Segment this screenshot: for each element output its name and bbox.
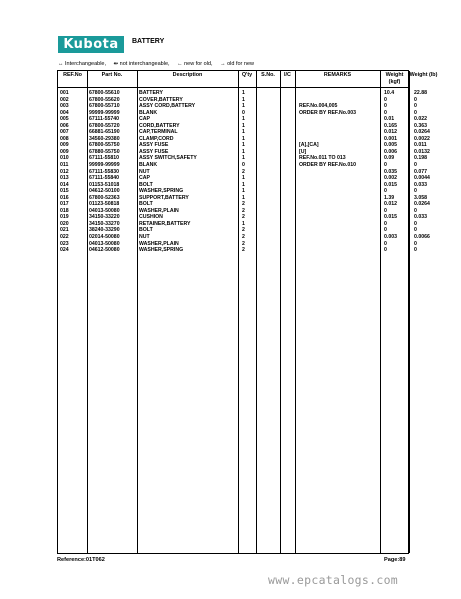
cell-qty: 1	[242, 142, 245, 149]
cell-part-no: 67800-55750	[89, 142, 120, 149]
cell-ref: 001	[60, 90, 69, 96]
cell-weight-kg: 0.01	[384, 116, 395, 123]
header-weight-lb: Weight (lb)	[409, 72, 438, 78]
page-title: BATTERY	[132, 38, 165, 45]
cell-ref: 009	[60, 142, 69, 149]
kubota-logo: Kubota	[58, 36, 124, 53]
cell-qty: 1	[242, 96, 245, 103]
cell-ref: 014	[60, 181, 69, 188]
cell-description: BOLT	[139, 227, 153, 234]
cell-remarks: REF.No.004,005	[299, 103, 338, 110]
cell-qty: 0	[242, 109, 245, 116]
cell-weight-lb: 0.198	[414, 155, 427, 162]
cell-description: BATTERY	[139, 90, 163, 96]
cell-weight-kg: 0.002	[384, 175, 397, 182]
legend-interchangeable: ↔ Interchangeable,	[58, 61, 107, 67]
cell-weight-kg: 0	[384, 227, 387, 234]
cell-part-no: 67111-55830	[89, 168, 120, 175]
cell-ref: 019	[60, 214, 69, 221]
cell-qty: 1	[242, 135, 245, 142]
cell-qty: 2	[242, 201, 245, 208]
cell-description: WASHER,SPRING	[139, 188, 184, 195]
cell-weight-lb: 0.363	[414, 122, 427, 129]
cell-weight-lb: 0.0264	[414, 129, 430, 136]
cell-ref: 012	[60, 168, 69, 175]
header-sno: S.No.	[261, 72, 275, 78]
cell-part-no: 66881-65190	[89, 129, 120, 136]
cell-ref: 024	[60, 247, 69, 254]
cell-weight-lb: 0	[414, 220, 417, 227]
cell-part-no: 67800-55710	[89, 103, 120, 110]
cell-weight-kg: 0	[384, 188, 387, 195]
cell-qty: 1	[242, 90, 245, 96]
cell-weight-kg: 0.035	[384, 168, 397, 175]
cell-description: RETAINER,BATTERY	[139, 220, 191, 227]
legend-old-for-new: → old for new	[220, 61, 254, 67]
cell-part-no: 99999-99999	[89, 109, 120, 116]
cell-description: WASHER,SPRING	[139, 247, 184, 254]
cell-ref: 018	[60, 207, 69, 214]
cell-qty: 2	[242, 214, 245, 221]
cell-qty: 1	[242, 181, 245, 188]
cell-weight-kg: 0.09	[384, 155, 395, 162]
cell-description: BLANK	[139, 162, 158, 169]
cell-description: NUT	[139, 234, 150, 241]
cell-part-no: 67111-55740	[89, 116, 120, 123]
cell-description: NUT	[139, 168, 150, 175]
cell-weight-kg: 0	[384, 103, 387, 110]
parts-table	[57, 70, 438, 554]
cell-part-no: 34560-29380	[89, 135, 120, 142]
cell-weight-lb: 0.0066	[414, 234, 430, 241]
cell-qty: 1	[242, 103, 245, 110]
cell-weight-lb: 0.0132	[414, 148, 430, 155]
cell-qty: 1	[242, 148, 245, 155]
cell-qty: 1	[242, 194, 245, 201]
cell-part-no: 38240-33290	[89, 227, 120, 234]
cell-weight-lb: 0.0022	[414, 135, 430, 142]
cell-description: CORD,BATTERY	[139, 122, 180, 129]
cell-description: ASSY FUSE	[139, 142, 169, 149]
cell-part-no: 99999-99999	[89, 162, 120, 169]
cell-weight-lb: 0	[414, 96, 417, 103]
cell-qty: 1	[242, 220, 245, 227]
cell-qty: 1	[242, 155, 245, 162]
cell-qty: 2	[242, 234, 245, 241]
cell-description: WASHER,PLAIN	[139, 240, 179, 247]
cell-weight-kg: 0	[384, 207, 387, 214]
cell-weight-lb: 0.0264	[414, 201, 430, 208]
cell-qty: 2	[242, 240, 245, 247]
watermark: www.epcatalogs.com	[268, 573, 399, 587]
cell-weight-kg: 10.4	[384, 90, 395, 96]
header-ic: I/C	[284, 72, 291, 78]
col-divider	[409, 71, 410, 553]
cell-weight-kg: 0	[384, 96, 387, 103]
cell-description: SUPPORT,BATTERY	[139, 194, 189, 201]
cell-ref: 011	[60, 162, 69, 169]
cell-weight-lb: 0	[414, 240, 417, 247]
cell-qty: 2	[242, 168, 245, 175]
header-ref: REF.No	[63, 72, 82, 78]
cell-part-no: 67111-55840	[89, 175, 120, 182]
cell-weight-kg: 0.006	[384, 148, 397, 155]
cell-weight-kg: 0.005	[384, 142, 397, 149]
cell-ref: 015	[60, 188, 69, 195]
cell-ref: 007	[60, 129, 69, 136]
cell-part-no: 67800-52363	[89, 194, 120, 201]
cell-description: BLANK	[139, 109, 158, 116]
cell-weight-kg: 0	[384, 220, 387, 227]
cell-weight-lb: 0	[414, 207, 417, 214]
cell-weight-lb: 0.033	[414, 181, 427, 188]
cell-ref: 017	[60, 201, 69, 208]
cell-ref: 002	[60, 96, 69, 103]
cell-ref: 013	[60, 175, 69, 182]
cell-weight-kg: 0.015	[384, 214, 397, 221]
cell-weight-kg: 0.001	[384, 135, 397, 142]
cell-part-no: 04612-50100	[89, 188, 120, 195]
cell-part-no: 34150-33270	[89, 220, 120, 227]
cell-weight-kg: 0.012	[384, 129, 397, 136]
header-divider	[58, 87, 408, 88]
cell-qty: 2	[242, 207, 245, 214]
cell-description: CUSHION	[139, 214, 163, 221]
cell-description: CAP	[139, 175, 150, 182]
cell-ref: 022	[60, 234, 69, 241]
cell-weight-lb: 0	[414, 103, 417, 110]
cell-ref: 005	[60, 116, 69, 123]
cell-weight-lb: 3.058	[414, 194, 427, 201]
cell-description: COVER,BATTERY	[139, 96, 183, 103]
cell-weight-kg: 0.012	[384, 201, 397, 208]
cell-ref: 010	[60, 155, 69, 162]
cell-part-no: 04612-50080	[89, 247, 120, 254]
cell-description: BOLT	[139, 181, 153, 188]
cell-qty: 2	[242, 227, 245, 234]
cell-weight-kg: 0	[384, 240, 387, 247]
cell-description: CAP,TERMINAL	[139, 129, 178, 136]
cell-description: ASSY SWITCH,SAFETY	[139, 155, 197, 162]
cell-weight-kg: 0.165	[384, 122, 397, 129]
cell-description: BOLT	[139, 201, 153, 208]
cell-qty: 1	[242, 129, 245, 136]
cell-qty: 0	[242, 162, 245, 169]
cell-remarks: [U]	[299, 148, 307, 155]
cell-weight-lb: 0.0044	[414, 175, 430, 182]
legend-new-for-old: ← new for old,	[177, 61, 213, 67]
cell-part-no: 67800-55610	[89, 90, 120, 96]
cell-part-no: 04013-50080	[89, 240, 120, 247]
cell-weight-kg: 0.003	[384, 234, 397, 241]
cell-weight-lb: 0.077	[414, 168, 427, 175]
cell-ref: 008	[60, 135, 69, 142]
cell-weight-lb: 0	[414, 188, 417, 195]
cell-ref: 016	[60, 194, 69, 201]
cell-part-no: 67111-55810	[89, 155, 120, 162]
cell-ref: 009	[60, 148, 69, 155]
cell-ref: 020	[60, 220, 69, 227]
cell-description: ASSY FUSE	[139, 148, 169, 155]
cell-qty: 1	[242, 188, 245, 195]
cell-qty: 2	[242, 247, 245, 254]
cell-part-no: 34150-33220	[89, 214, 120, 221]
cell-part-no: 02014-50080	[89, 234, 120, 241]
cell-weight-kg: 1.39	[384, 194, 395, 201]
cell-remarks: [A],[CA]	[299, 142, 319, 149]
cell-part-no: 67800-55720	[89, 122, 120, 129]
header-part-no: Part No.	[101, 72, 123, 78]
cell-weight-kg: 0	[384, 109, 387, 116]
cell-weight-lb: 0	[414, 227, 417, 234]
cell-ref: 003	[60, 103, 69, 110]
header-weight-kg: Weight (kgf)	[385, 72, 404, 85]
interchangeability-legend	[58, 61, 260, 67]
cell-remarks: ORDER BY REF.No.003	[299, 109, 356, 116]
cell-weight-lb: 0.022	[414, 116, 427, 123]
cell-weight-lb: 22.88	[414, 90, 427, 96]
cell-part-no: 01153-51018	[89, 181, 120, 188]
cell-part-no: 67800-55620	[89, 96, 120, 103]
cell-description: WASHER,PLAIN	[139, 207, 179, 214]
cell-part-no: 67880-55750	[89, 148, 120, 155]
cell-qty: 1	[242, 122, 245, 129]
cell-ref: 004	[60, 109, 69, 116]
parts-rows	[58, 90, 430, 254]
cell-weight-kg: 0.015	[384, 181, 397, 188]
cell-weight-kg: 0	[384, 247, 387, 254]
cell-part-no: 04013-50080	[89, 207, 120, 214]
cell-description: CLAMP,CORD	[139, 135, 174, 142]
cell-ref: 023	[60, 240, 69, 247]
cell-description: CAP	[139, 116, 150, 123]
cell-description: ASSY CORD,BATTERY	[139, 103, 196, 110]
cell-part-no: 01123-50818	[89, 201, 120, 208]
cell-weight-lb: 0.011	[414, 142, 427, 149]
page-number: Page:89	[384, 557, 406, 563]
cell-ref: 021	[60, 227, 69, 234]
header-qty: Q'ty	[241, 72, 253, 78]
cell-weight-lb: 0	[414, 162, 417, 169]
cell-weight-lb: 0	[414, 247, 417, 254]
cell-weight-lb: 0	[414, 109, 417, 116]
cell-weight-lb: 0.033	[414, 214, 427, 221]
header-remarks: REMARKS	[323, 72, 352, 78]
cell-remarks: REF.No.011 TO 013	[299, 155, 346, 162]
cell-ref: 006	[60, 122, 69, 129]
reference-label: Reference:01T062	[57, 557, 105, 563]
table-row	[58, 247, 417, 254]
header-description: Description	[172, 72, 203, 78]
cell-qty: 1	[242, 116, 245, 123]
cell-qty: 1	[242, 175, 245, 182]
legend-not-interchangeable: ⇹ not interchangeable,	[113, 61, 170, 67]
cell-remarks: ORDER BY REF.No.010	[299, 162, 356, 169]
cell-weight-kg: 0	[384, 162, 387, 169]
